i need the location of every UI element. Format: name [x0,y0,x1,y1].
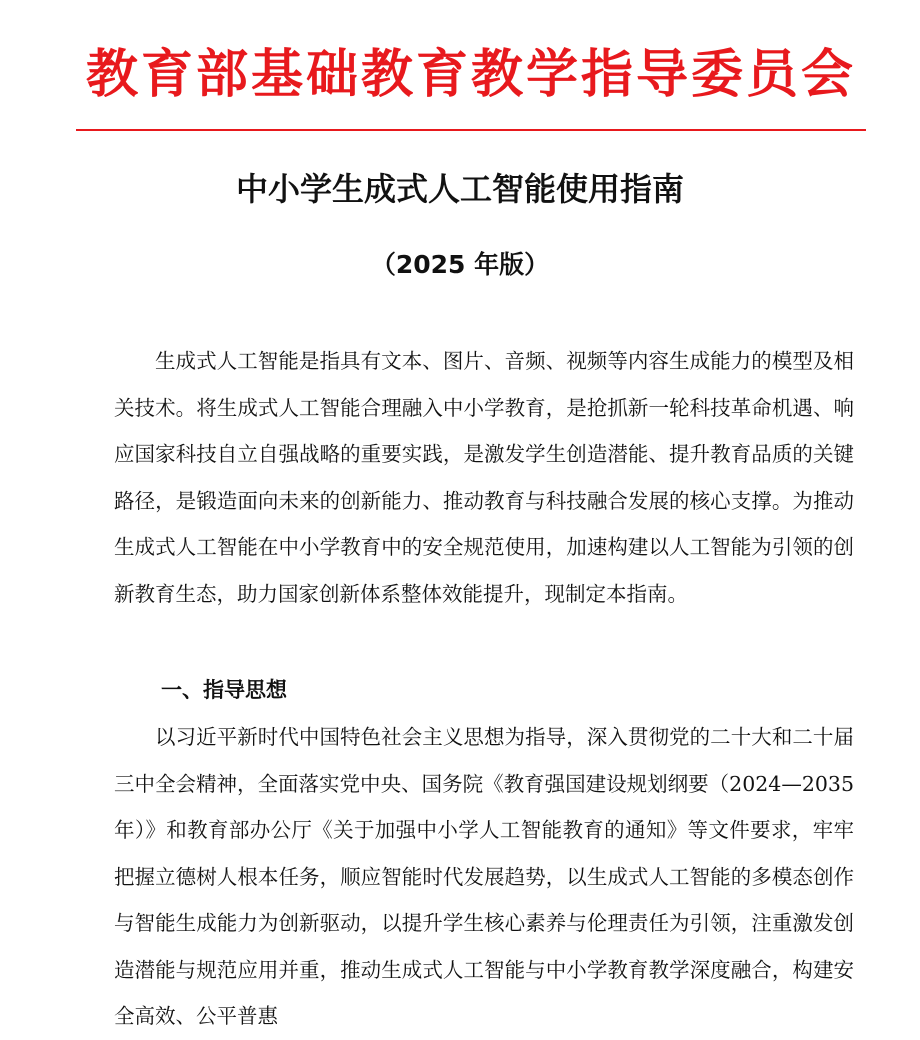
document-title: 中小学生成式人工智能使用指南 [235,170,684,208]
section-heading: 一、指导思想 [161,678,287,702]
section-paragraph: 以习近平新时代中国特色社会主义思想为指导，深入贯彻党的二十大和二十届三中全会精神，全面落实党中央、国务院《教育强国建设规划纲要（2024—2035 年）》和教育部办公厅《关于加强中小学人工智能教育的通知》等文件要求，牢牢把握立德树人根本任务，顺应智能时代发展趋势，以生成式人工智能的多模态创作与智能生成能力为创新驱动，以提升学生核心素养与伦理责任为引领，注重激发创造潜能与规范应用并重，推动生成式人工智能与中小学教育教学深度融合，构建安全高效、公平普惠 [114,725,854,1028]
header-divider [76,129,866,131]
intro-paragraph: 生成式人工智能是指具有文本、图片、音频、视频等内容生成能力的模型及相关技术。将生成式人工智能合理融入中小学教育，是抢抓新一轮科技革命机遇、响应国家科技自立自强战略的重要实践，是激发学生创造潜能、提升教育品质的关键路径，是锻造面向未来的创新能力、推动教育与科技融合发展的核心支撑。为推动生成式人工智能在中小学教育中的安全规范使用，加速构建以人工智能为引领的创新教育生态，助力国家创新体系整体效能提升，现制定本指南。 [114,349,854,606]
document-edition: （2025 年版） [370,250,550,279]
organization-header: 教育部基础教育教学指导委员会 [85,44,856,105]
